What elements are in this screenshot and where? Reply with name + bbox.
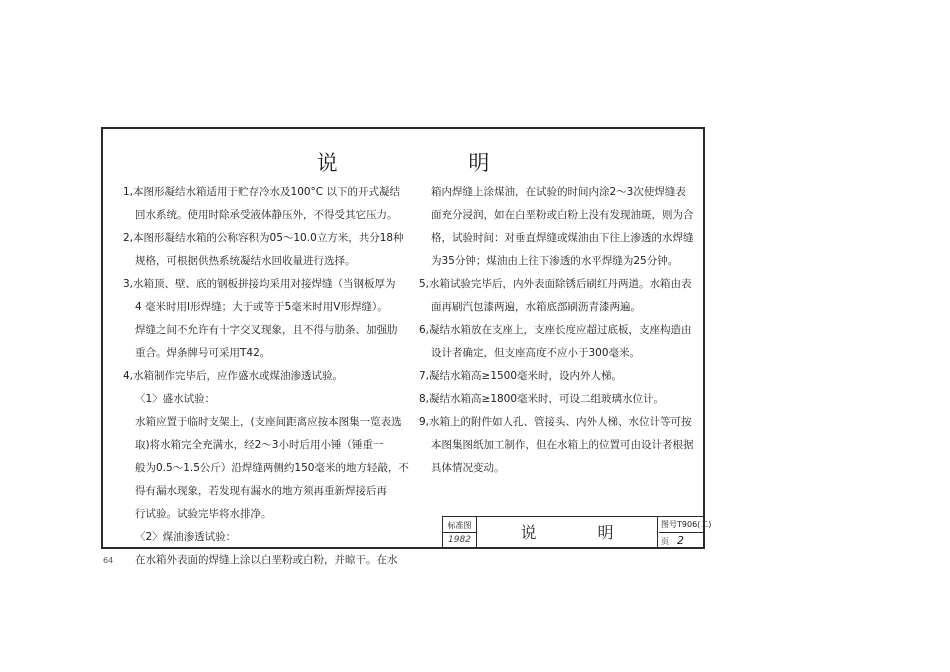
text-line: 回水系统。使用时除承受液体静压外，不得受其它压力。 [135, 209, 398, 221]
text-line: 8,凝结水箱高≥1800毫米时，可设二组玻璃水位计。 [419, 393, 665, 405]
page-cell [659, 533, 705, 548]
text-line: 面充分浸润，如在白垩粉或白粉上没有发现油斑，则为合 [431, 209, 694, 221]
page-value: 2 [677, 534, 684, 547]
text-line: 2,本图形凝结水箱的公称容积为05～10.0立方米，共分18种 [123, 232, 404, 244]
text-line: 得有漏水现象，若发现有漏水的地方须再重新焊接后再 [135, 485, 387, 497]
text-line: 6,凝结水箱放在支座上，支座长度应超过底板，支座构造由 [419, 324, 692, 336]
text-line: 取)将水箱完全充满水，经2～3小时后用小锤（锤重一 [135, 439, 384, 451]
left-column [123, 181, 409, 572]
text-line: 水箱应置于临时支架上，(支座间距离应按本图集一览表选 [135, 416, 402, 428]
text-line: 为35分钟；煤油由上往下渗透的水平焊缝为25分钟。 [431, 255, 679, 267]
text-line: 般为0.5～1.5公斤）沿焊缝两侧约150毫米的地方轻敲，不 [135, 462, 409, 474]
text-line: 4,水箱制作完毕后，应作盛水或煤油渗透试验。 [123, 370, 344, 382]
standard-drawing-cell [443, 517, 477, 548]
right-column [419, 181, 695, 480]
title-block-name: 说 明 [477, 517, 658, 548]
page-title: 说 明 [316, 151, 552, 175]
text-line: 4 毫米时用Ⅰ形焊缝；大于或等于5毫米时用Ⅴ形焊缝）。 [135, 301, 388, 313]
text-line: 规格，可根据供热系统凝结水回收量进行选择。 [135, 255, 356, 267]
text-line: 本图集图纸加工制作，但在水箱上的位置可由设计者根据 [431, 439, 694, 451]
text-line: 箱内焊缝上涂煤油，在试验的时间内涂2～3次使焊缝表 [431, 186, 686, 198]
year-label: 1982 [448, 535, 471, 545]
text-line: 9,水箱上的附件如人孔、管接头、内外人梯、水位计等可按 [419, 416, 692, 428]
text-line: 具体情况变动。 [431, 462, 505, 474]
standard-label: 标准图 [443, 519, 476, 533]
text-line: 1,本图形凝结水箱适用于贮存冷水及100°C 以下的开式凝结 [123, 186, 400, 198]
text-line: 在水箱外表面的焊缝上涂以白垩粉或白粉，并晾干。在水 [135, 554, 398, 566]
drawing-number: 图号T906(二) [659, 517, 705, 533]
text-line: 7,凝结水箱高≥1500毫米时，设内外人梯。 [419, 370, 623, 382]
title-block [442, 516, 712, 549]
text-line: 〈1〉盛水试验： [135, 393, 216, 405]
text-line: 3,水箱顶、壁、底的钢板拼接均采用对接焊缝（当钢板厚为 [123, 278, 396, 290]
text-line: 设计者确定，但支座高度不应小于300毫米。 [431, 347, 641, 359]
text-line: 格，试验时间：对垂直焊缝或煤油由下往上渗透的水焊缝 [431, 232, 694, 244]
page-number: 64 [103, 556, 114, 565]
text-line: 5,水箱试验完毕后，内外表面除锈后刷红丹两道。水箱由表 [419, 278, 692, 290]
text-line: 行试验。试验完毕将水排净。 [135, 508, 272, 520]
page-label: 页 [661, 537, 669, 546]
text-line: 〈2〉煤油渗透试验： [135, 531, 237, 543]
drawing-number-cell [659, 517, 712, 548]
text-line: 重合。焊条牌号可采用T42。 [135, 347, 271, 359]
text-line: 焊缝之间不允许有十字交叉现象，且不得与肋条、加强肋 [135, 324, 398, 336]
text-line: 面再刷汽包漆两遍，水箱底部刷沥青漆两遍。 [431, 301, 641, 313]
